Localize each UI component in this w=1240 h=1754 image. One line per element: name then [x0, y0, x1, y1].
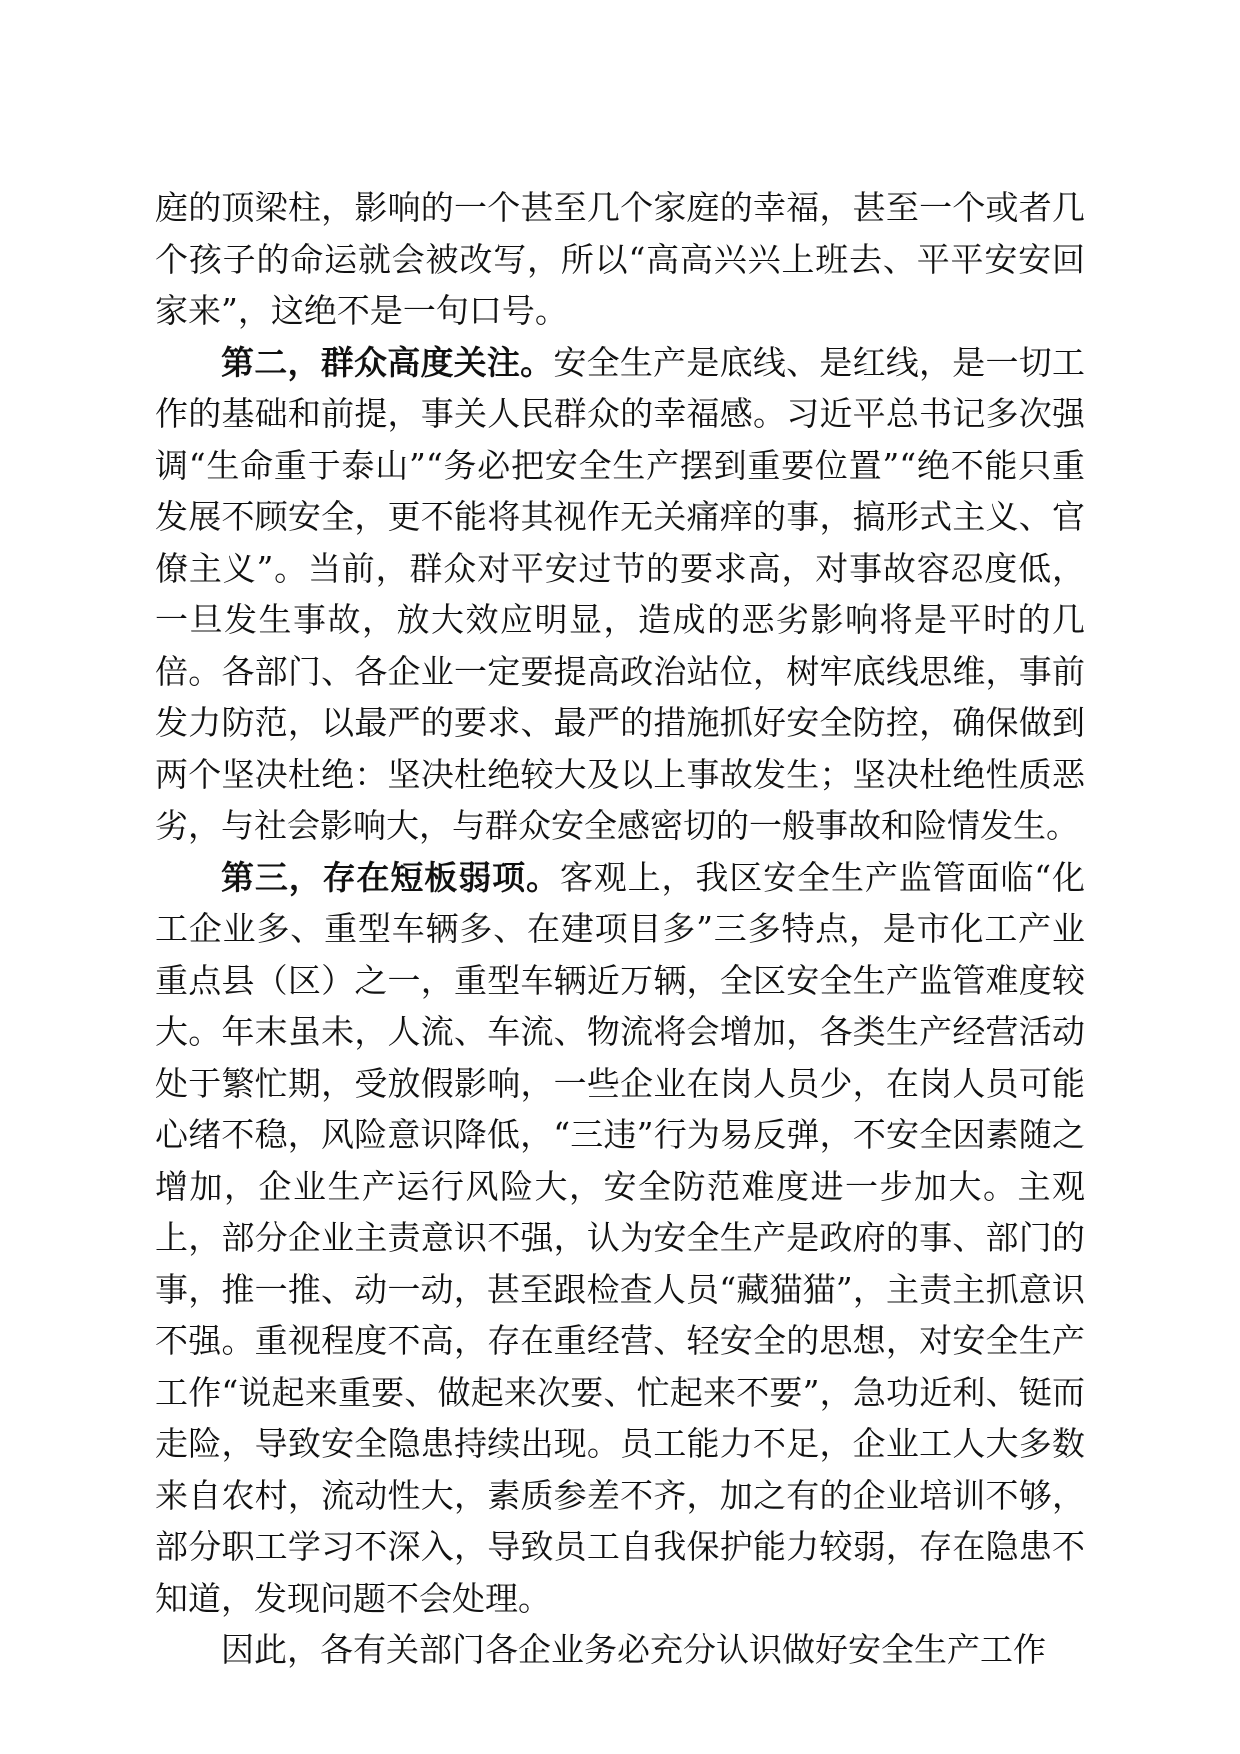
paragraph-body: 庭的顶梁柱，影响的一个甚至几个家庭的幸福，甚至一个或者几个孩子的命运就会被改写，所以“高高兴兴上班去、平平安安回家来”，这绝不是一句口号。 — [155, 188, 1085, 330]
paragraph-heading: 第二，群众高度关注。 — [221, 342, 554, 382]
paragraph-heading: 第三，存在短板弱项。 — [221, 857, 560, 897]
paragraph-third-point — [155, 852, 1085, 1625]
paragraph-continuation — [155, 182, 1085, 337]
paragraph-second-point — [155, 337, 1085, 852]
paragraph-conclusion — [155, 1624, 1085, 1676]
paragraph-body: 因此，各有关部门各企业务必充分认识做好安全生产工作 — [221, 1630, 1046, 1669]
paragraph-body: 安全生产是底线、是红线，是一切工作的基础和前提，事关人民群众的幸福感。习近平总书记多次强调“生命重于泰山”“务必把安全生产摆到重要位置”“绝不能只重发展不顾安全，更不能将其视作无关痛痒的事，搞形式主义、官僚主义”。当前，群众对平安过节的要求高，对事故容忍度低，一旦发生事故，放大效应明显，造成的恶劣影响将是平时的几倍。各部门、各企业一定要提高政治站位，树牢底线思维，事前发力防范，以最严的要求、最严的措施抓好安全防控，确保做到两个坚决杜绝：坚决杜绝较大及以上事故发生；坚决杜绝性质恶劣，与社会影响大，与群众安全感密切的一般事故和险情发生。 — [155, 342, 1086, 845]
paragraph-body: 客观上，我区安全生产监管面临“化工企业多、重型车辆多、在建项目多”三多特点，是市化工产业重点县（区）之一，重型车辆近万辆，全区安全生产监管难度较大。年末虽未，人流、车流、物流将会增加，各类生产经营活动处于繁忙期，受放假影响，一些企业在岗人员少，在岗人员可能心绪不稳，风险意识降低，“三违”行为易反弹，不安全因素随之增加，企业生产运行风险大，安全防范难度进一步加大。主观上，部分企业主责意识不强，认为安全生产是政府的事、部门的事，推一推、动一动，甚至跟检查人员“藏猫猫”，主责主抓意识不强。重视程度不高，存在重经营、轻安全的思想，对安全生产工作“说起来重要、做起来次要、忙起来不要”，急功近利、铤而走险，导致安全隐患持续出现。员工能力不足，企业工人大多数来自农村，流动性大，素质参差不齐，加之有的企业培训不够，部分职工学习不深入，导致员工自我保护能力较弱，存在隐患不知道，发现问题不会处理。 — [155, 857, 1086, 1618]
document-page — [155, 182, 1085, 1676]
